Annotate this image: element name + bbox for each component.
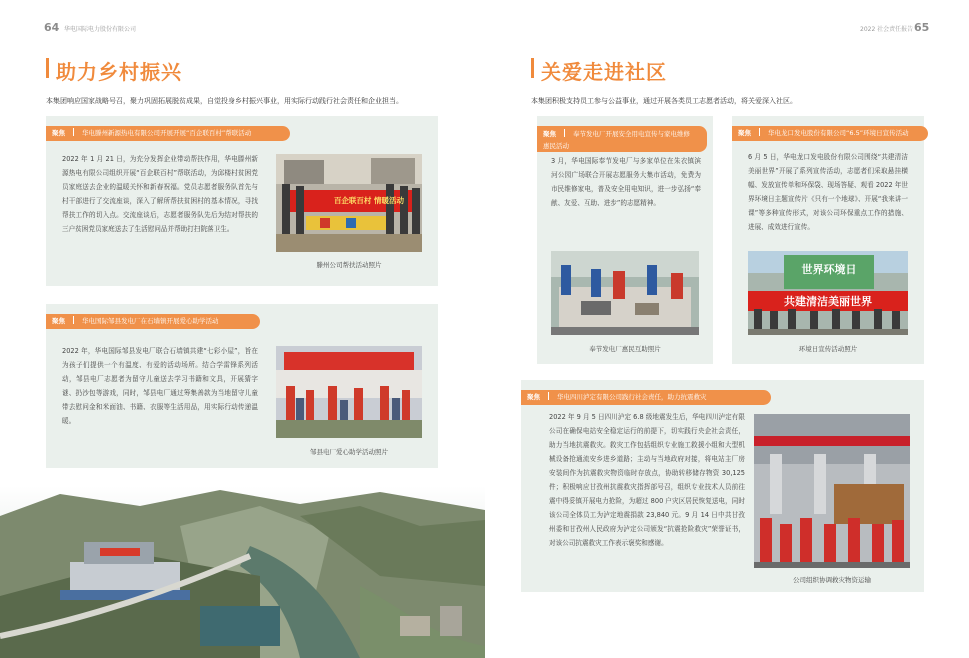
card-longkou — [732, 116, 924, 364]
card-tag: 聚焦 奉节发电厂开展安全用电宣传与家电维修惠民活动 — [537, 126, 707, 152]
right-page-number: 65 — [914, 21, 930, 34]
left-header-company: 华电国际电力股份有限公司 — [64, 26, 137, 33]
photo-banner-text: 百企联百村 情暖活动 — [333, 196, 405, 205]
card-luding — [521, 380, 924, 592]
photo-banner-text: 共建清洁美丽世界 — [784, 295, 872, 308]
right-header-report: 2022 社会责任报告 — [860, 26, 914, 33]
card-zouxian — [46, 304, 438, 468]
left-section-title: 助力乡村振兴 — [46, 56, 182, 85]
card-body: 2022 年，华电国际邹县发电厂联合石墙镇共建“七彩小屋”，旨在为孩子们提供一个有温度、有爱的活动场所。结合学雷锋系列活动，邹县电厂志愿者为留守儿童送去学习书籍和文具，开展猜字谜、扔沙包等游戏，同时，邹县电厂通过筹集善款为当地留守儿童带去慰问金和米面油、书籍、衣服等生活用品，用实际行动传递温暖。 — [62, 347, 258, 425]
photo-caption: 奉节发电厂惠民互助照片 — [589, 345, 661, 353]
tengzhou-activity-photo — [276, 154, 422, 252]
card-tengzhou — [46, 116, 438, 286]
luding-relief-photo — [754, 414, 910, 568]
right-intro: 本集团积极支持员工参与公益事业，通过开展各类员工志愿者活动，将关爱深入社区。 — [531, 97, 797, 105]
card-tag: 聚焦 华电龙口发电股份有限公司“6.5”环境日宣传活动 — [732, 126, 928, 141]
card-tag: 聚焦 华电国际邹县发电厂在石墙镇开展爱心助学活动 — [46, 314, 260, 329]
photo-caption: 公司组织协调救灾物资运输 — [793, 576, 871, 584]
longkou-activity-photo — [748, 251, 908, 335]
zouxian-activity-photo — [276, 346, 422, 438]
photo-screen-text: 世界环境日 — [801, 263, 857, 276]
card-body: 3 月，华电国际奉节发电厂与多家单位在朱衣镇滨河公园广场联合开展志愿服务大集市活动，免费为市民维修家电，普及安全用电知识，进一步弘扬“奉献、友爱、互助、进步”的志愿精神。 — [551, 157, 701, 207]
card-body: 2022 年 9 月 5 日四川泸定 6.8 级地震发生后，华电四川泸定有限公司在确保电站安全稳定运行的前提下，切实践行央企社会责任，助力当地抗震救灾。救灾工作包括组织专业施工救援小组和大型机械设备抢通流安乡进乡道路；主动与当地政府对接，将电站主厂房安装间作为抗震救灾物资临时存放点，协助转移储存物资 30,125 件；积极响应甘孜州抗震救灾指挥部号召，组织专业技术人员前往震中得妥镇开展电力抢险，为超过 800 户灾区居民恢复送电，同时该公司全体员工为泸定地震捐款 23,840 元。9 月 14 日中共甘孜州委和甘孜州人民政府为泸定公司颁发“抗震抢险救灾”荣誉证书，对该公司抗震救灾工作表示褒奖和感谢。 — [549, 413, 745, 547]
card-tag: 聚焦 华电滕州新源热电有限公司开展开展“百企联百村”帮联活动 — [46, 126, 290, 141]
left-page-number: 64 — [44, 21, 60, 34]
photo-caption: 环境日宣传活动照片 — [798, 345, 858, 353]
card-body: 2022 年 1 月 21 日，为充分发挥企业带动帮扶作用，华电滕州新源热电有限公司组织开展“百企联百村”帮联活动，为邱楼村贫困党员家庭送去企业的温暖关怀和新春祝福。党员志愿者服务队首先与村干部进行了交流座谈，深入了解所帮扶贫困村的基本情况，寻找帮扶工作的切入点。交流座谈后，志愿者服务队先后为结对帮扶的三户贫困党员家庭送去了生活慰问品并帮助打扫院落卫生。 — [62, 155, 258, 233]
card-tag: 聚焦 华电四川泸定有限公司践行社会责任，助力抗震救灾 — [521, 390, 771, 405]
photo-caption: 滕州公司帮扶活动照片 — [316, 261, 382, 269]
left-intro: 本集团响应国家战略号召，聚力巩固拓展脱贫成果，自觉投身乡村振兴事业，用实际行动践行社会责任和企业担当。 — [46, 97, 403, 105]
right-section-title: 关爱走进社区 — [531, 56, 667, 85]
card-body: 6 月 5 日，华电龙口发电股份有限公司围绕“共建清洁美丽世界”开展了系列宣传活动，志愿者们采取悬挂横幅、发放宣传单和环保袋、现场答疑、观看 2022 年世界环境日主题宣传片《只有一个地球》、开展“我来讲一课”等多种宣传形式，对该公司环保重点工作的措施、进展、成效进行宣传。 — [748, 153, 908, 231]
photo-caption: 邹县电厂爱心助学活动照片 — [310, 448, 388, 456]
fengjie-activity-photo — [551, 251, 699, 335]
hydropower-station-photo — [0, 486, 485, 658]
card-fengjie — [537, 116, 713, 364]
